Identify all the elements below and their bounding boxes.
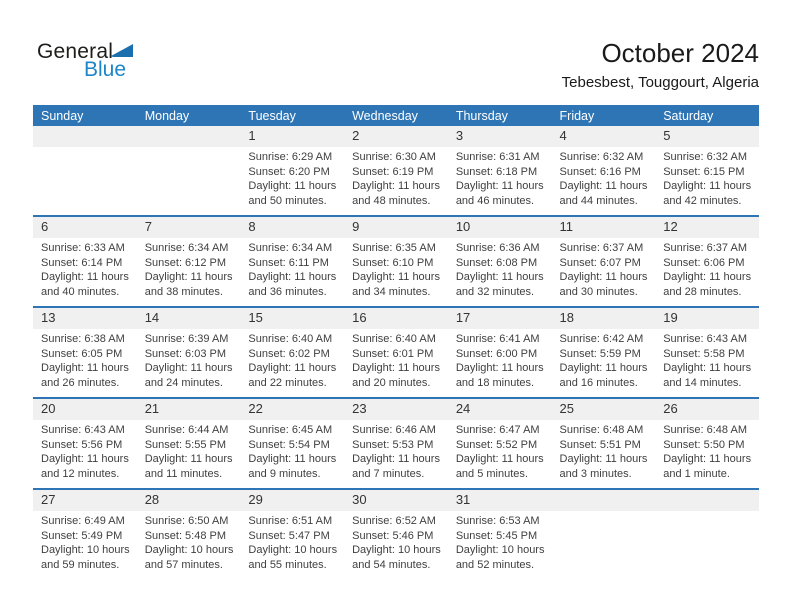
sunrise-line: Sunrise: 6:34 AM [248,242,333,254]
day-number: 6 [33,217,137,238]
day-number: 23 [344,399,448,420]
day-cell-22 [240,398,344,489]
empty-day-cell [33,126,137,216]
day-details [240,511,344,572]
day-number: 16 [344,308,448,329]
daylight-line-2: and 46 minutes. [455,194,535,207]
day-details [33,420,137,481]
daylight-line-2: and 54 minutes. [352,558,431,571]
calendar-location-subtitle: Tebesbest, Touggourt, Algeria [561,74,759,91]
sunrise-line: Sunrise: 6:44 AM [144,424,229,436]
day-cell-5 [655,126,759,216]
day-details [240,147,344,208]
day-details [137,329,241,390]
day-number: 7 [137,217,241,238]
day-details [552,420,656,481]
sunset-line: Sunset: 6:00 PM [455,347,538,360]
day-details [344,511,448,572]
daylight-line-1: Daylight: 11 hours [144,271,233,284]
sunrise-line: Sunrise: 6:32 AM [663,151,747,163]
daylight-line-2: and 38 minutes. [144,285,223,298]
day-number: 4 [552,126,656,147]
day-number: 15 [240,308,344,329]
day-details [448,238,552,299]
day-cell-23 [344,398,448,489]
sunrise-line: Sunrise: 6:48 AM [559,424,644,436]
day-number: 24 [448,399,552,420]
sunrise-line: Sunrise: 6:40 AM [352,333,436,345]
daylight-line-2: and 1 minute. [663,467,730,480]
sunset-line: Sunset: 6:03 PM [144,347,227,360]
day-details [552,329,656,390]
sunrise-line: Sunrise: 6:39 AM [144,333,229,345]
sunrise-line: Sunrise: 6:48 AM [663,424,747,436]
calendar-month-title: October 2024 [601,38,759,68]
daylight-line-1: Daylight: 11 hours [352,180,440,193]
daylight-line-1: Daylight: 11 hours [41,362,129,375]
daylight-line-2: and 50 minutes. [248,194,327,207]
day-details [33,329,137,390]
day-details [137,238,241,299]
sunrise-line: Sunrise: 6:37 AM [663,242,747,254]
sunset-line: Sunset: 5:56 PM [41,438,123,451]
daylight-line-2: and 57 minutes. [144,558,223,571]
day-cell-9 [344,216,448,307]
day-cell-17 [448,307,552,398]
logo-triangle-icon [111,44,133,59]
day-number: 22 [240,399,344,420]
day-details [448,420,552,481]
week-row [33,489,759,579]
sunset-line: Sunset: 6:19 PM [352,165,434,178]
day-details [448,511,552,572]
day-number: 19 [655,308,759,329]
day-number: 14 [137,308,241,329]
daylight-line-2: and 16 minutes. [559,376,638,389]
day-cell-6 [33,216,137,307]
daylight-line-1: Daylight: 11 hours [248,271,337,284]
day-number: 17 [448,308,552,329]
sunset-line: Sunset: 6:01 PM [352,347,434,360]
daylight-line-1: Daylight: 11 hours [41,453,129,466]
daylight-line-1: Daylight: 11 hours [248,362,337,375]
sunrise-line: Sunrise: 6:33 AM [41,242,125,254]
daylight-line-1: Daylight: 11 hours [455,362,544,375]
sunrise-line: Sunrise: 6:46 AM [352,424,436,436]
daylight-line-2: and 3 minutes. [559,467,632,480]
sunrise-line: Sunrise: 6:32 AM [559,151,644,163]
day-details [552,147,656,208]
day-cell-24 [448,398,552,489]
daylight-line-1: Daylight: 11 hours [455,271,544,284]
daylight-line-2: and 26 minutes. [41,376,120,389]
daylight-line-2: and 28 minutes. [663,285,742,298]
sunset-line: Sunset: 5:45 PM [455,529,538,542]
sunrise-line: Sunrise: 6:43 AM [41,424,125,436]
daylight-line-2: and 22 minutes. [248,376,327,389]
daylight-line-1: Daylight: 10 hours [352,544,441,557]
daylight-line-2: and 32 minutes. [455,285,535,298]
weekday-header-thursday: Thursday [448,105,552,126]
daylight-line-1: Daylight: 11 hours [455,180,544,193]
day-cell-26 [655,398,759,489]
sunrise-line: Sunrise: 6:52 AM [352,515,436,527]
daylight-line-1: Daylight: 11 hours [663,271,752,284]
day-cell-21 [137,398,241,489]
day-details [33,238,137,299]
sunrise-line: Sunrise: 6:34 AM [144,242,229,254]
daylight-line-1: Daylight: 11 hours [144,362,233,375]
daylight-line-1: Daylight: 11 hours [559,453,648,466]
day-details [552,238,656,299]
daylight-line-2: and 7 minutes. [352,467,425,480]
sunset-line: Sunset: 6:02 PM [248,347,330,360]
daylight-line-2: and 5 minutes. [455,467,528,480]
day-number: 2 [344,126,448,147]
day-number: 11 [552,217,656,238]
sunrise-line: Sunrise: 6:37 AM [559,242,644,254]
daylight-line-2: and 20 minutes. [352,376,431,389]
day-cell-15 [240,307,344,398]
day-number: 1 [240,126,344,147]
daylight-line-1: Daylight: 11 hours [663,362,752,375]
day-details [33,511,137,572]
daylight-line-2: and 52 minutes. [455,558,535,571]
day-cell-20 [33,398,137,489]
logo-text-blue: Blue [84,58,127,81]
sunset-line: Sunset: 5:46 PM [352,529,434,542]
week-row [33,216,759,307]
daylight-line-2: and 9 minutes. [248,467,321,480]
sunset-line: Sunset: 5:48 PM [144,529,227,542]
week-row [33,398,759,489]
daylight-line-1: Daylight: 11 hours [248,180,337,193]
calendar-table [33,105,759,579]
day-number: 30 [344,490,448,511]
day-cell-28 [137,489,241,579]
day-details [655,329,759,390]
logo-text-general: General [37,40,114,63]
day-details [655,147,759,208]
day-number [552,490,656,511]
day-cell-7 [137,216,241,307]
day-details [137,420,241,481]
day-cell-1 [240,126,344,216]
day-details [344,238,448,299]
daylight-line-1: Daylight: 11 hours [455,453,544,466]
daylight-line-2: and 18 minutes. [455,376,535,389]
sunset-line: Sunset: 6:14 PM [41,256,123,269]
weekday-header-friday: Friday [552,105,656,126]
day-number: 13 [33,308,137,329]
day-details [344,147,448,208]
sunrise-line: Sunrise: 6:51 AM [248,515,333,527]
sunset-line: Sunset: 6:11 PM [248,256,329,269]
day-cell-14 [137,307,241,398]
sunrise-line: Sunrise: 6:38 AM [41,333,125,345]
sunset-line: Sunset: 6:10 PM [352,256,434,269]
sunrise-line: Sunrise: 6:45 AM [248,424,333,436]
sunset-line: Sunset: 5:54 PM [248,438,330,451]
daylight-line-1: Daylight: 11 hours [352,453,440,466]
day-cell-27 [33,489,137,579]
sunrise-line: Sunrise: 6:50 AM [144,515,229,527]
day-details [344,420,448,481]
daylight-line-1: Daylight: 11 hours [559,271,648,284]
day-number: 9 [344,217,448,238]
daylight-line-1: Daylight: 11 hours [144,453,233,466]
daylight-line-1: Daylight: 11 hours [663,180,752,193]
sunset-line: Sunset: 5:47 PM [248,529,330,542]
sunset-line: Sunset: 5:55 PM [144,438,227,451]
day-cell-30 [344,489,448,579]
day-cell-29 [240,489,344,579]
empty-day-cell [552,489,656,579]
sunset-line: Sunset: 6:08 PM [455,256,538,269]
sunset-line: Sunset: 5:49 PM [41,529,123,542]
sunset-line: Sunset: 6:07 PM [559,256,641,269]
general-blue-logo [37,42,157,86]
day-details [655,238,759,299]
day-details [448,329,552,390]
daylight-line-1: Daylight: 10 hours [41,544,130,557]
daylight-line-1: Daylight: 11 hours [352,362,440,375]
day-cell-19 [655,307,759,398]
day-cell-31 [448,489,552,579]
day-number: 25 [552,399,656,420]
day-cell-13 [33,307,137,398]
day-cell-3 [448,126,552,216]
day-number: 21 [137,399,241,420]
sunrise-line: Sunrise: 6:47 AM [455,424,540,436]
day-number: 27 [33,490,137,511]
day-number [655,490,759,511]
empty-day-cell [137,126,241,216]
day-details [240,238,344,299]
sunset-line: Sunset: 5:51 PM [559,438,641,451]
weekday-header-saturday: Saturday [655,105,759,126]
daylight-line-2: and 11 minutes. [144,467,223,480]
daylight-line-2: and 34 minutes. [352,285,431,298]
daylight-line-1: Daylight: 11 hours [559,180,648,193]
weekday-header-sunday: Sunday [33,105,137,126]
weekday-header-tuesday: Tuesday [240,105,344,126]
sunset-line: Sunset: 6:20 PM [248,165,330,178]
daylight-line-1: Daylight: 10 hours [248,544,338,557]
sunrise-line: Sunrise: 6:30 AM [352,151,436,163]
sunset-line: Sunset: 5:53 PM [352,438,434,451]
weekday-header-wednesday: Wednesday [344,105,448,126]
day-details [344,329,448,390]
daylight-line-2: and 44 minutes. [559,194,638,207]
daylight-line-2: and 42 minutes. [663,194,742,207]
daylight-line-2: and 36 minutes. [248,285,327,298]
daylight-line-1: Daylight: 11 hours [41,271,129,284]
weekday-header-monday: Monday [137,105,241,126]
sunset-line: Sunset: 5:59 PM [559,347,641,360]
day-number: 26 [655,399,759,420]
sunrise-line: Sunrise: 6:53 AM [455,515,540,527]
day-cell-8 [240,216,344,307]
day-cell-12 [655,216,759,307]
sunrise-line: Sunrise: 6:29 AM [248,151,333,163]
sunrise-line: Sunrise: 6:36 AM [455,242,540,254]
day-number [33,126,137,147]
day-number: 8 [240,217,344,238]
day-number: 10 [448,217,552,238]
title-block [562,38,759,91]
sunset-line: Sunset: 6:15 PM [663,165,745,178]
day-cell-2 [344,126,448,216]
sunrise-line: Sunrise: 6:42 AM [559,333,644,345]
day-cell-11 [552,216,656,307]
daylight-line-2: and 14 minutes. [663,376,742,389]
day-number: 5 [655,126,759,147]
sunset-line: Sunset: 6:18 PM [455,165,538,178]
day-cell-4 [552,126,656,216]
day-number: 28 [137,490,241,511]
day-cell-25 [552,398,656,489]
daylight-line-1: Daylight: 11 hours [248,453,337,466]
weekday-header-row [33,105,759,126]
daylight-line-2: and 59 minutes. [41,558,120,571]
daylight-line-2: and 55 minutes. [248,558,327,571]
daylight-line-2: and 12 minutes. [41,467,120,480]
daylight-line-1: Daylight: 10 hours [144,544,234,557]
sunset-line: Sunset: 6:06 PM [663,256,745,269]
day-number: 18 [552,308,656,329]
day-number: 12 [655,217,759,238]
day-number [137,126,241,147]
sunset-line: Sunset: 5:52 PM [455,438,538,451]
daylight-line-2: and 48 minutes. [352,194,431,207]
daylight-line-1: Daylight: 11 hours [663,453,752,466]
day-cell-16 [344,307,448,398]
day-details [240,420,344,481]
day-cell-10 [448,216,552,307]
empty-day-cell [655,489,759,579]
day-cell-18 [552,307,656,398]
day-details [655,420,759,481]
daylight-line-1: Daylight: 10 hours [455,544,545,557]
sunrise-line: Sunrise: 6:31 AM [455,151,540,163]
day-details [240,329,344,390]
sunrise-line: Sunrise: 6:41 AM [455,333,540,345]
day-number: 31 [448,490,552,511]
daylight-line-2: and 30 minutes. [559,285,638,298]
sunrise-line: Sunrise: 6:49 AM [41,515,125,527]
day-number: 20 [33,399,137,420]
day-details [448,147,552,208]
day-details [137,511,241,572]
daylight-line-1: Daylight: 11 hours [352,271,440,284]
sunset-line: Sunset: 5:50 PM [663,438,745,451]
daylight-line-2: and 40 minutes. [41,285,120,298]
week-row [33,307,759,398]
sunset-line: Sunset: 6:05 PM [41,347,123,360]
sunset-line: Sunset: 6:12 PM [144,256,227,269]
daylight-line-1: Daylight: 11 hours [559,362,648,375]
day-number: 29 [240,490,344,511]
daylight-line-2: and 24 minutes. [144,376,223,389]
sunrise-line: Sunrise: 6:40 AM [248,333,333,345]
sunrise-line: Sunrise: 6:43 AM [663,333,747,345]
day-number: 3 [448,126,552,147]
sunrise-line: Sunrise: 6:35 AM [352,242,436,254]
sunset-line: Sunset: 5:58 PM [663,347,745,360]
sunset-line: Sunset: 6:16 PM [559,165,641,178]
week-row [33,126,759,216]
